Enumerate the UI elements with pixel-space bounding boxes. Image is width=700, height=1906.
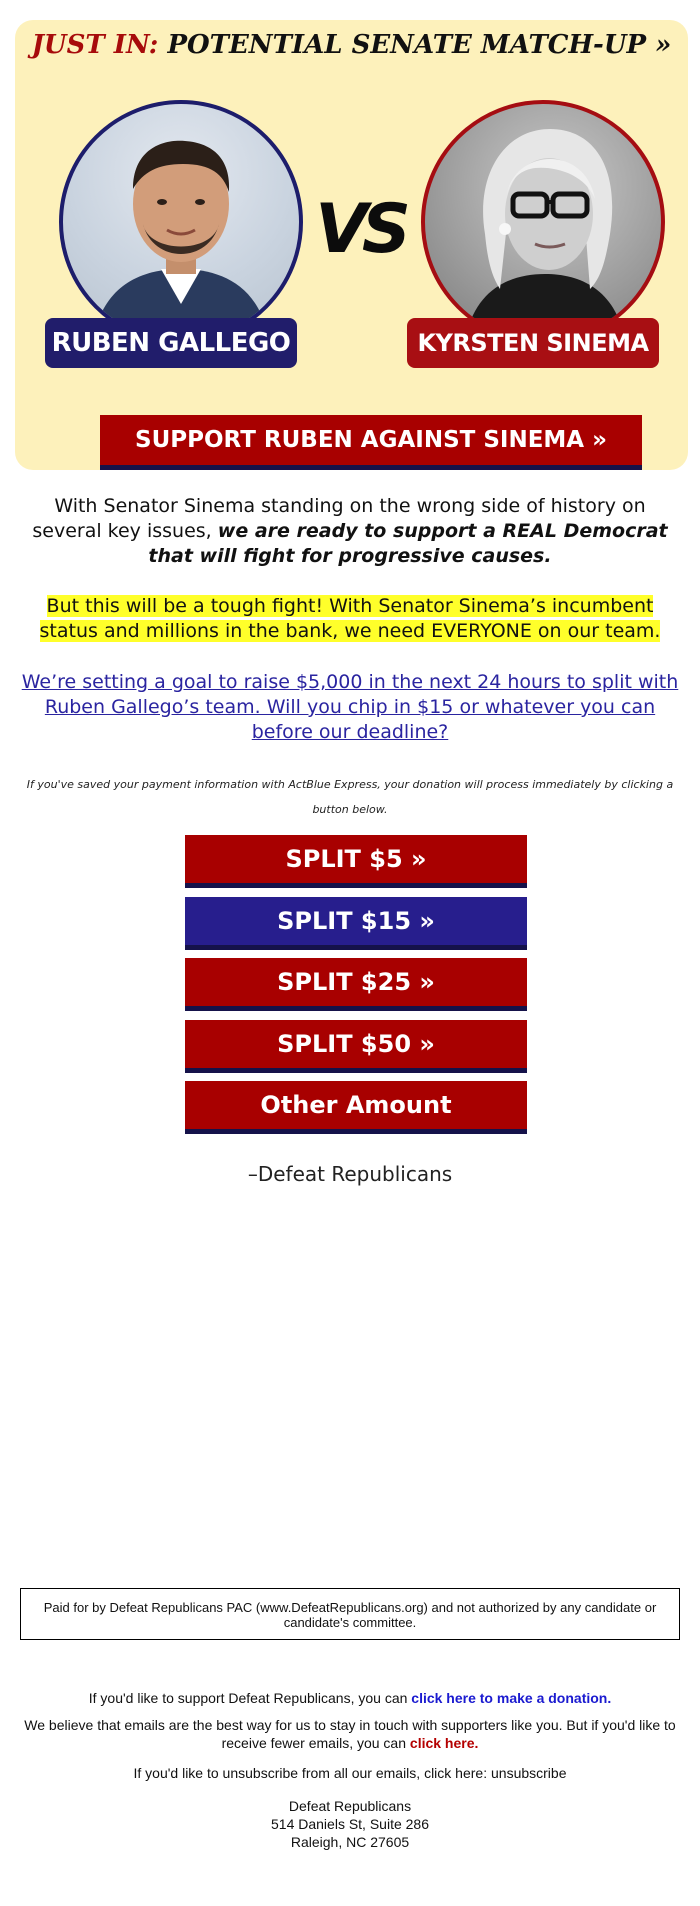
donation-link[interactable]: click here to make a donation. (411, 1690, 612, 1706)
hero-title[interactable] (15, 30, 688, 60)
split-50-button[interactable]: SPLIT $50 » (185, 1020, 527, 1073)
unsubscribe-link[interactable]: unsubscribe (491, 1765, 567, 1781)
gallego-photo (59, 100, 303, 344)
footer-support-line (20, 1689, 680, 1707)
versus-text: VS (315, 190, 405, 269)
support-ruben-button[interactable]: SUPPORT RUBEN AGAINST SINEMA » (100, 415, 642, 470)
footer-address (20, 1797, 680, 1851)
hero-banner (15, 20, 688, 470)
fewer-emails-link[interactable]: click here. (409, 1735, 479, 1751)
signoff: –Defeat Republicans (247, 1162, 453, 1186)
footer-org-name: Defeat Republicans (288, 1798, 412, 1814)
footer-emails-line (20, 1716, 680, 1752)
gallego-name-plate: RUBEN GALLEGO (45, 318, 297, 368)
hero-title-prefix: JUST IN: (31, 30, 159, 60)
footer-address-line1: 514 Daniels St, Suite 286 (271, 1816, 429, 1832)
actblue-fine-print: If you've saved your payment information with ActBlue Express, your donation will process immediately by clicking a button below. (26, 778, 674, 816)
candidate-gallego (45, 100, 297, 360)
other-amount-button[interactable]: Other Amount (185, 1081, 527, 1134)
goal-link[interactable]: We’re setting a goal to raise $5,000 in the next 24 hours to split with Ruben Gallego’s team. Will you chip in $15 or whatever you can before our deadline? (21, 671, 679, 743)
sinema-name-plate: KYRSTEN SINEMA (407, 318, 659, 368)
highlight-paragraph (20, 594, 680, 644)
gallego-portrait-icon (63, 104, 299, 340)
hero-title-main: POTENTIAL SENATE MATCH-UP » (167, 30, 672, 60)
intro-plain-text: With Senator Sinema standing on the wrong side of history on several key issues, (32, 495, 646, 542)
footer-emails-text: We believe that emails are the best way for us to stay in touch with supporters like you. But if you'd like to receive fewer emails, you can (24, 1717, 676, 1751)
candidate-sinema (407, 100, 659, 360)
highlight-text: But this will be a tough fight! With Senator Sinema’s incumbent status and millions in the bank, we need EVERYONE on our team. (39, 595, 661, 642)
split-25-button[interactable]: SPLIT $25 » (185, 958, 527, 1011)
footer-support-text: If you'd like to support Defeat Republicans, you can (88, 1690, 408, 1706)
paid-for-disclaimer: Paid for by Defeat Republicans PAC (www.DefeatRepublicans.org) and not authorized by any candidate or candidate's committee. (20, 1588, 680, 1640)
footer-address-line2: Raleigh, NC 27605 (290, 1834, 410, 1850)
split-15-button[interactable]: SPLIT $15 » (185, 897, 527, 950)
sinema-portrait-icon (425, 104, 661, 340)
split-5-button[interactable]: SPLIT $5 » (185, 835, 527, 888)
intro-paragraph (20, 494, 680, 569)
footer-unsubscribe-text: If you'd like to unsubscribe from all our emails, click here: (133, 1765, 488, 1781)
sinema-photo (421, 100, 665, 344)
intro-emphasis-text: we are ready to support a REAL Democrat that will fight for progressive causes. (148, 520, 668, 567)
footer-unsubscribe-line (20, 1764, 680, 1782)
